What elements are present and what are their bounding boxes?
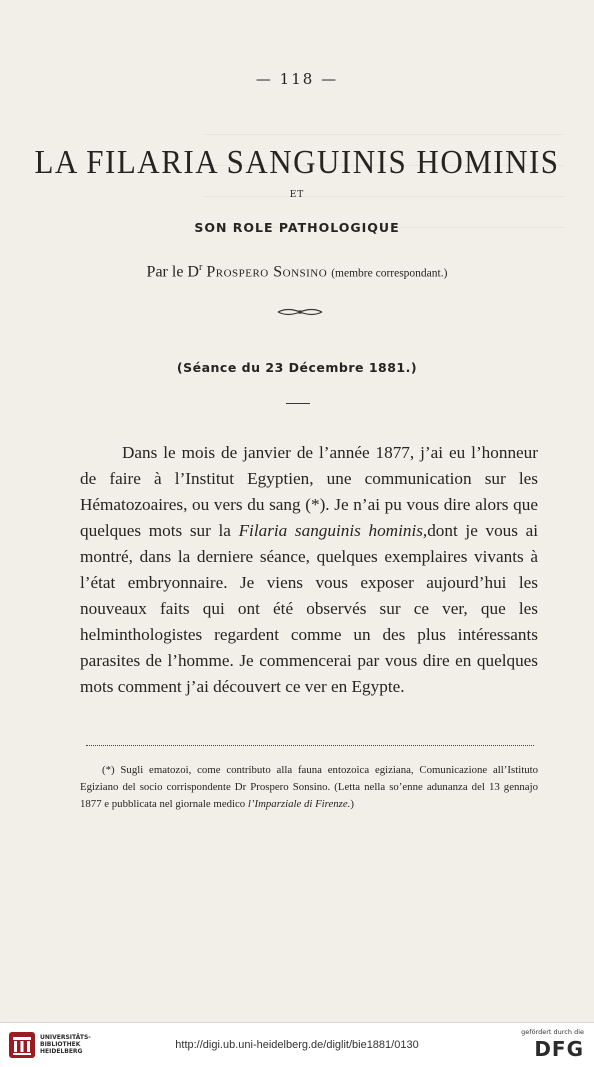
author-membership: (membre correspondant.) xyxy=(331,267,448,280)
section-divider xyxy=(286,403,310,404)
dfg-logo: DFG xyxy=(534,1037,584,1061)
session-date: (Séance du 23 Décembre 1881.) xyxy=(176,360,418,375)
article-title: LA FILARIA SANGUINIS HOMINIS xyxy=(34,142,560,181)
species-name: Filaria sanguinis hominis, xyxy=(238,521,428,540)
author-name: Prospero Sonsino xyxy=(206,263,328,281)
fleuron-ornament xyxy=(276,306,324,318)
footnote-paragraph: (*) Sugli ematozoi, come contributo alla fauna entozoica egiziana, Comunicazione all’Istituto Egiziano del socio corrispondente Dr Prospero Sonsino. (Letta nella so’enne adunanza del 13 gennajo 1877 e pubblicata nel giornale medico l’Imparziale di Firenze.) xyxy=(80,764,538,810)
author-prefix: Par le D xyxy=(146,263,199,281)
body-text xyxy=(80,440,538,700)
footnote-rule xyxy=(86,745,534,746)
author-line xyxy=(0,262,594,281)
sponsor-caption: gefördert durch die xyxy=(521,1028,584,1036)
author-title-sup: r xyxy=(198,262,203,273)
institution-name: UNIVERSITÄTS- BIBLIOTHEK HEIDELBERG xyxy=(40,1034,91,1055)
title-conjunction: ET xyxy=(289,190,305,200)
footnote xyxy=(80,762,538,813)
page-number: — 118 — xyxy=(255,70,339,88)
article-subtitle: SON ROLE PATHOLOGIQUE xyxy=(194,220,400,235)
footer-bar xyxy=(0,1022,594,1067)
body-paragraph: Dans le mois de janvier de l’année 1877, j’ai eu l’honneur de faire à l’Institut Egyptien, une communication sur les Hématozoaires, ou vers du sang (*). Je n’ai pu vous dire alors que quelques mots sur la Filaria sanguinis hominis,dont je vous ai montré, dans la derniere séance, quelques exemplaires vivants à l’état embryonnaire. Je viens vous exposer aujourd’hui les nouveaux faits qui ont été observés sur ce ver, que les helminthologistes regardent comme un des plus intéressants parasites de l’homme. Je commencerai par vous dire en quelques mots comment j’ai découvert ce ver en Egypte. xyxy=(80,443,539,696)
permalink-url[interactable]: http://digi.ub.uni-heidelberg.de/diglit/bie1881/0130 xyxy=(175,1039,419,1051)
